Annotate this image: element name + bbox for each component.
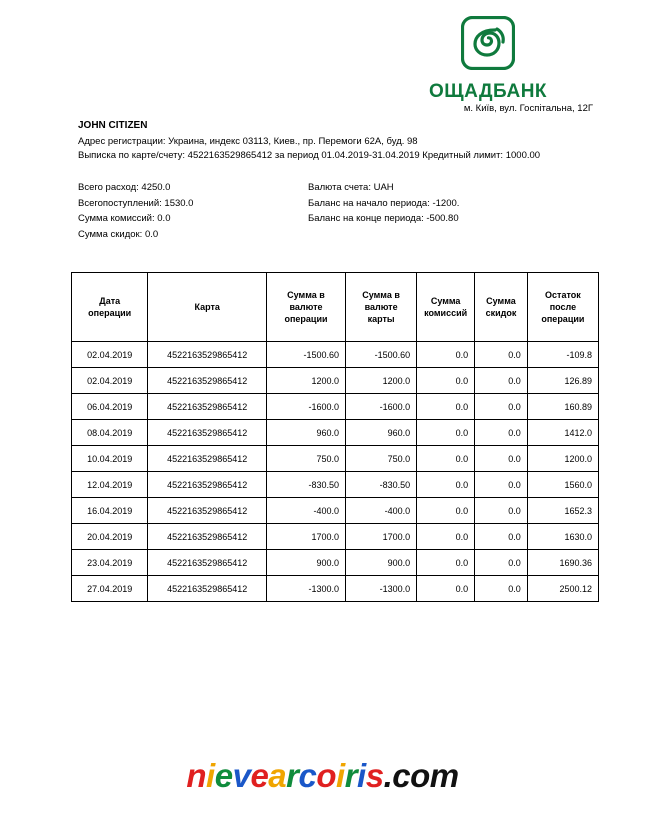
bank-address: м. Київ, вул. Госпітальна, 12Г [463, 103, 593, 114]
cell-amount-card: 900.0 [346, 550, 417, 576]
cell-fee: 0.0 [417, 394, 475, 420]
cell-balance: -109.8 [527, 342, 598, 368]
cell-date: 10.04.2019 [72, 446, 148, 472]
table-row [72, 420, 599, 446]
cell-amount-operation: -830.50 [266, 472, 345, 498]
watermark-letter: r [286, 757, 299, 794]
cell-date: 16.04.2019 [72, 498, 148, 524]
cell-card: 4522163529865412 [148, 446, 267, 472]
watermark-letter: v [232, 757, 251, 794]
watermark-letter: s [365, 757, 384, 794]
cell-fee: 0.0 [417, 420, 475, 446]
column-header-card: Карта [148, 273, 267, 342]
column-header-fees: Сумма комиссий [417, 273, 475, 342]
watermark-letter: o [316, 757, 337, 794]
cell-balance: 1560.0 [527, 472, 598, 498]
cell-card: 4522163529865412 [148, 524, 267, 550]
cell-amount-card: -1300.0 [346, 576, 417, 602]
summary-total-fees: Сумма комиссий: 0.0 [78, 213, 171, 225]
cell-fee: 0.0 [417, 342, 475, 368]
cell-date: 02.04.2019 [72, 342, 148, 368]
cell-amount-operation: 1200.0 [266, 368, 345, 394]
column-header-date: Дата операции [72, 273, 148, 342]
cell-amount-card: -1600.0 [346, 394, 417, 420]
customer-name: JOHN CITIZEN [78, 120, 148, 131]
transactions-table-wrapper [71, 272, 599, 602]
cell-discount: 0.0 [475, 420, 528, 446]
cell-balance: 1690.36 [527, 550, 598, 576]
bank-logo-block [383, 16, 593, 103]
table-row [72, 550, 599, 576]
cell-date: 06.04.2019 [72, 394, 148, 420]
cell-balance: 160.89 [527, 394, 598, 420]
cell-date: 20.04.2019 [72, 524, 148, 550]
cell-date: 12.04.2019 [72, 472, 148, 498]
column-header-discounts: Сумма скидок [475, 273, 528, 342]
cell-amount-operation: -1500.60 [266, 342, 345, 368]
cell-balance: 1200.0 [527, 446, 598, 472]
transactions-table [71, 272, 599, 602]
cell-balance: 2500.12 [527, 576, 598, 602]
cell-card: 4522163529865412 [148, 472, 267, 498]
cell-amount-card: 1200.0 [346, 368, 417, 394]
watermark-letter: a [268, 757, 287, 794]
cell-fee: 0.0 [417, 524, 475, 550]
cell-card: 4522163529865412 [148, 368, 267, 394]
cell-discount: 0.0 [475, 576, 528, 602]
table-row [72, 446, 599, 472]
summary-total-income: Всегопоступлений: 1530.0 [78, 197, 194, 209]
cell-date: 23.04.2019 [72, 550, 148, 576]
table-row [72, 472, 599, 498]
summary-right-column [308, 180, 593, 243]
cell-discount: 0.0 [475, 394, 528, 420]
cell-amount-operation: -1300.0 [266, 576, 345, 602]
watermark-letter: r [344, 757, 358, 794]
cell-fee: 0.0 [417, 550, 475, 576]
watermark-letter: n [186, 757, 207, 794]
cell-date: 08.04.2019 [72, 420, 148, 446]
watermark-letter: i [336, 757, 345, 794]
summary-total-expense: Всего расход: 4250.0 [78, 182, 171, 193]
cell-discount: 0.0 [475, 524, 528, 550]
customer-registration-address: Адрес регистрации: Украина, индекс 03113, Киев., пр. Перемоги 62А, буд. 98 [78, 136, 418, 147]
cell-amount-operation: 750.0 [266, 446, 345, 472]
cell-card: 4522163529865412 [148, 420, 267, 446]
cell-amount-card: -830.50 [346, 472, 417, 498]
table-row [72, 394, 599, 420]
cell-fee: 0.0 [417, 446, 475, 472]
cell-amount-operation: -400.0 [266, 498, 345, 524]
cell-discount: 0.0 [475, 472, 528, 498]
cell-amount-operation: 960.0 [266, 420, 345, 446]
watermark-domain-suffix: .com [383, 757, 459, 794]
customer-block [78, 120, 593, 164]
cell-card: 4522163529865412 [148, 576, 267, 602]
cell-amount-card: 1700.0 [346, 524, 417, 550]
cell-amount-operation: 1700.0 [266, 524, 345, 550]
watermark-letter: i [357, 757, 366, 794]
cell-date: 27.04.2019 [72, 576, 148, 602]
summary-block [78, 180, 593, 243]
cell-amount-card: -400.0 [346, 498, 417, 524]
oschadbank-leaf-logo-icon [383, 16, 593, 75]
cell-card: 4522163529865412 [148, 394, 267, 420]
table-header-row [72, 273, 599, 342]
table-row [72, 524, 599, 550]
watermark-letter: i [206, 757, 215, 794]
cell-balance: 126.89 [527, 368, 598, 394]
cell-amount-operation: 900.0 [266, 550, 345, 576]
cell-fee: 0.0 [417, 498, 475, 524]
table-row [72, 576, 599, 602]
watermark [0, 757, 645, 795]
cell-amount-operation: -1600.0 [266, 394, 345, 420]
cell-balance: 1630.0 [527, 524, 598, 550]
summary-total-discounts: Сумма скидок: 0.0 [78, 229, 159, 241]
cell-balance: 1652.3 [527, 498, 598, 524]
cell-discount: 0.0 [475, 368, 528, 394]
table-row [72, 342, 599, 368]
column-header-amount-card: Сумма в валюте карты [346, 273, 417, 342]
table-row [72, 368, 599, 394]
cell-card: 4522163529865412 [148, 498, 267, 524]
cell-discount: 0.0 [475, 342, 528, 368]
cell-amount-card: 960.0 [346, 420, 417, 446]
watermark-letter: e [250, 757, 269, 794]
column-header-balance: Остаток после операции [527, 273, 598, 342]
cell-discount: 0.0 [475, 446, 528, 472]
cell-balance: 1412.0 [527, 420, 598, 446]
cell-discount: 0.0 [475, 550, 528, 576]
bank-name: ОЩАДБАНК [428, 81, 548, 102]
summary-account-currency: Валюта счета: UAH [308, 182, 394, 193]
summary-left-column [78, 180, 308, 243]
cell-date: 02.04.2019 [72, 368, 148, 394]
cell-fee: 0.0 [417, 576, 475, 602]
cell-discount: 0.0 [475, 498, 528, 524]
cell-amount-card: -1500.60 [346, 342, 417, 368]
cell-fee: 0.0 [417, 368, 475, 394]
cell-amount-card: 750.0 [346, 446, 417, 472]
watermark-letter: e [214, 757, 233, 794]
cell-fee: 0.0 [417, 472, 475, 498]
statement-period-line: Выписка по карте/счету: 4522163529865412 за период 01.04.2019-31.04.2019 Кредитный лимит: 1000.00 [78, 150, 541, 161]
cell-card: 4522163529865412 [148, 550, 267, 576]
table-row [72, 498, 599, 524]
column-header-amount-operation: Сумма в валюте операции [266, 273, 345, 342]
watermark-letter: c [298, 757, 317, 794]
cell-card: 4522163529865412 [148, 342, 267, 368]
summary-opening-balance: Баланс на начало периода: -1200. [308, 197, 460, 209]
summary-closing-balance: Баланс на конце периода: -500.80 [308, 213, 459, 225]
